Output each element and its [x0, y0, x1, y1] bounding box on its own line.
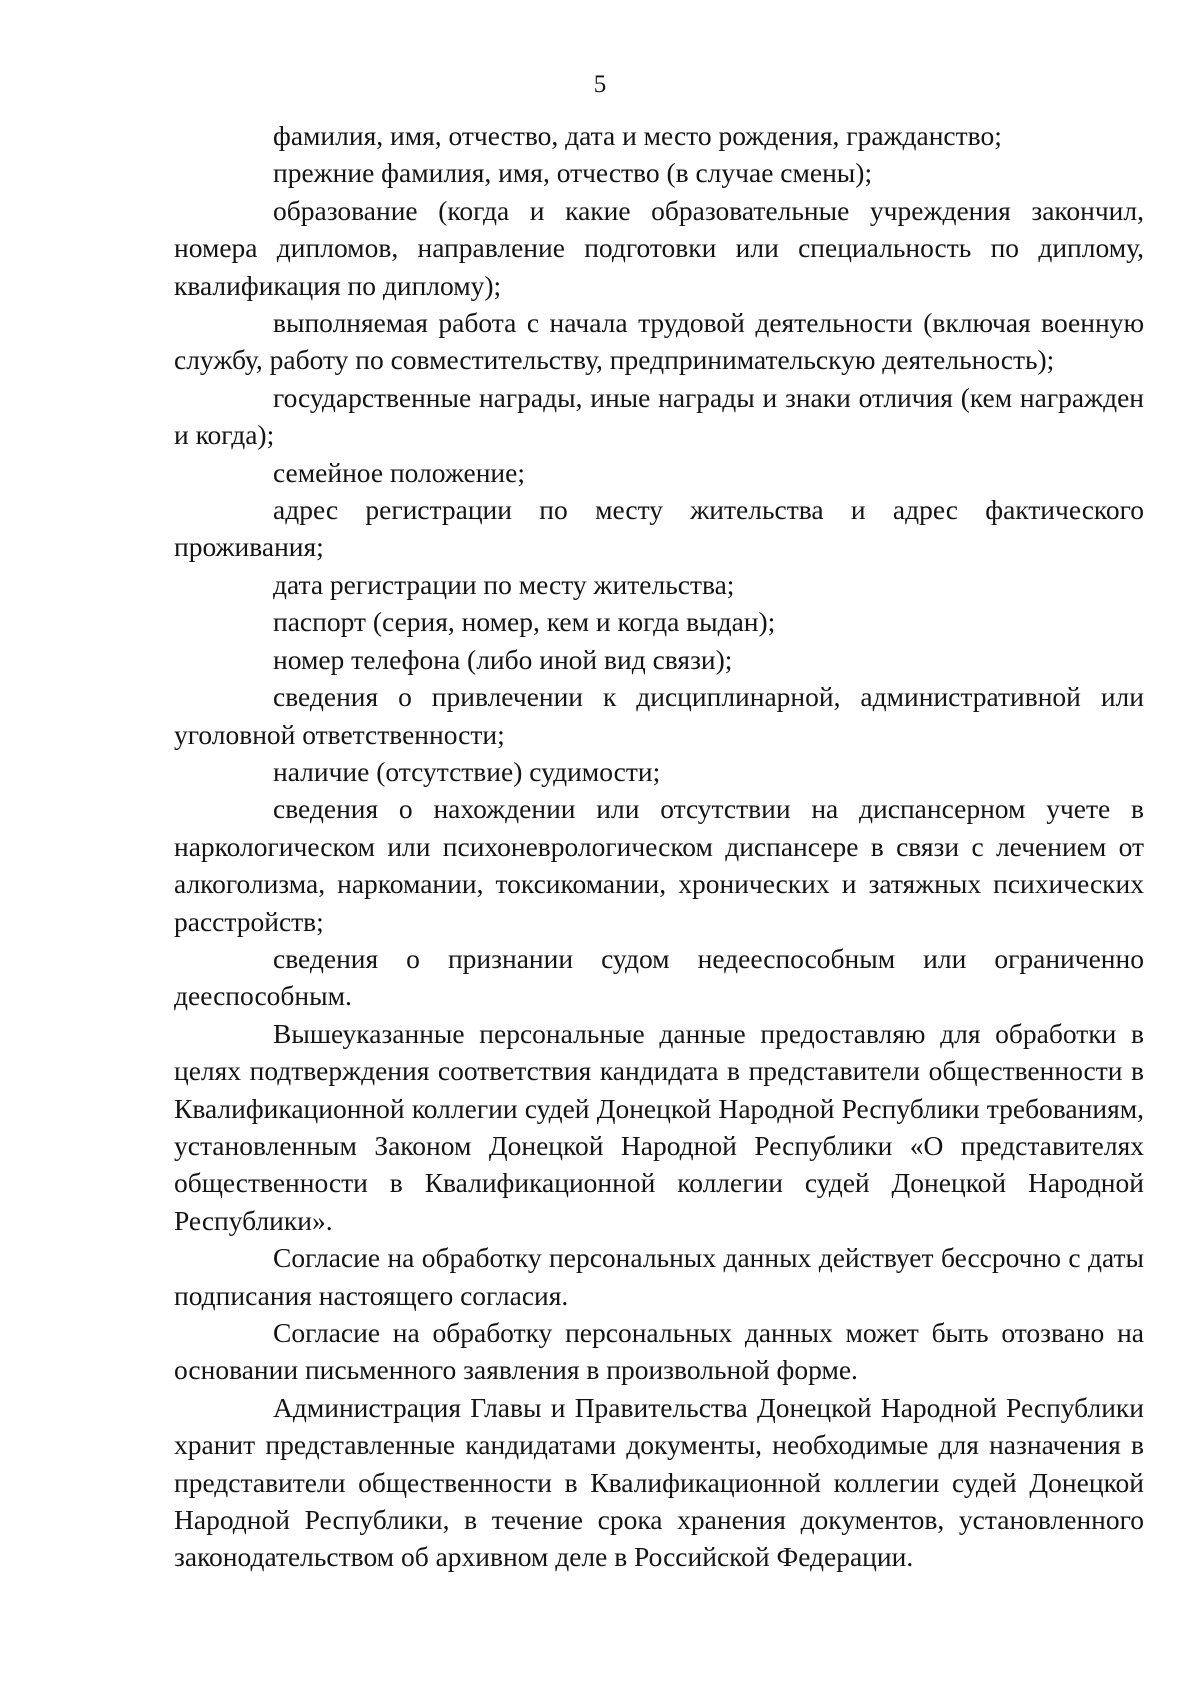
paragraph-registration-date: дата регистрации по месту жительства;: [273, 568, 735, 600]
paragraph-education: образование (когда и какие образовательные учреждения закончил, номера дипломов, направление подготовки или специальность по диплому, квалификация по диплому);: [174, 194, 1144, 301]
paragraph-awards: государственные награды, иные награды и знаки отличия (кем награжден и когда);: [174, 381, 1144, 451]
page-number: 5: [593, 71, 607, 98]
paragraph-marital-status: семейное положение;: [273, 456, 525, 488]
paragraph-consent-duration: Согласие на обработку персональных данных действует бессрочно с даты подписания настоящего согласия.: [174, 1242, 1144, 1311]
paragraph-criminal-record: наличие (отсутствие) судимости;: [273, 755, 661, 787]
paragraph-dispensary-registration: сведения о нахождении или отсутствии на диспансерном учете в наркологическом или психоневрологическом диспансере в связи с лечением от алкоголизма, наркомании, токсикомании, хронических и затяжных психических расстройств;: [174, 793, 1144, 937]
paragraph-legal-capacity: сведения о признании судом недееспособным или ограниченно дееспособным.: [174, 942, 1144, 1012]
paragraph-document-storage: Администрация Главы и Правительства Донецкой Народной Республики хранит представленные кандидатами документы, необходимые для назначения в представители общественности в Квалификационной коллегии судей Донецкой Народной Республики, в течение срока хранения документов, установленного законодательством об архивном деле в Российской Федерации.: [174, 1391, 1144, 1573]
paragraph-full-name: фамилия, имя, отчество, дата и место рождения, гражданство;: [273, 120, 1002, 151]
paragraph-liability: сведения о привлечении к дисциплинарной, административной или уголовной ответственности;: [174, 681, 1144, 750]
paragraph-work-history: выполняемая работа с начала трудовой деятельности (включая военную службу, работу по совместительству, предпринимательскую деятельность);: [174, 307, 1144, 376]
paragraph-previous-names: прежние фамилия, имя, отчество (в случае смены);: [273, 157, 873, 189]
document-body: [174, 117, 1144, 1576]
paragraph-consent-purpose: Вышеуказанные персональные данные предоставляю для обработки в целях подтверждения соответствия кандидата в представители общественности в Квалификационной коллегии судей Донецкой Народной Республики требованиям, установленным Законом Донецкой Народной Республики «О представителях общественности в Квалификационной коллегии судей Донецкой Народной Республики».: [174, 1017, 1144, 1236]
paragraph-phone: номер телефона (либо иной вид связи);: [273, 643, 733, 675]
paragraph-address: адрес регистрации по месту жительства и адрес фактического проживания;: [174, 494, 1144, 563]
paragraph-passport: паспорт (серия, номер, кем и когда выдан);: [273, 606, 776, 638]
paragraph-consent-withdrawal: Согласие на обработку персональных данных может быть отозвано на основании письменного заявления в произвольной форме.: [174, 1317, 1144, 1386]
